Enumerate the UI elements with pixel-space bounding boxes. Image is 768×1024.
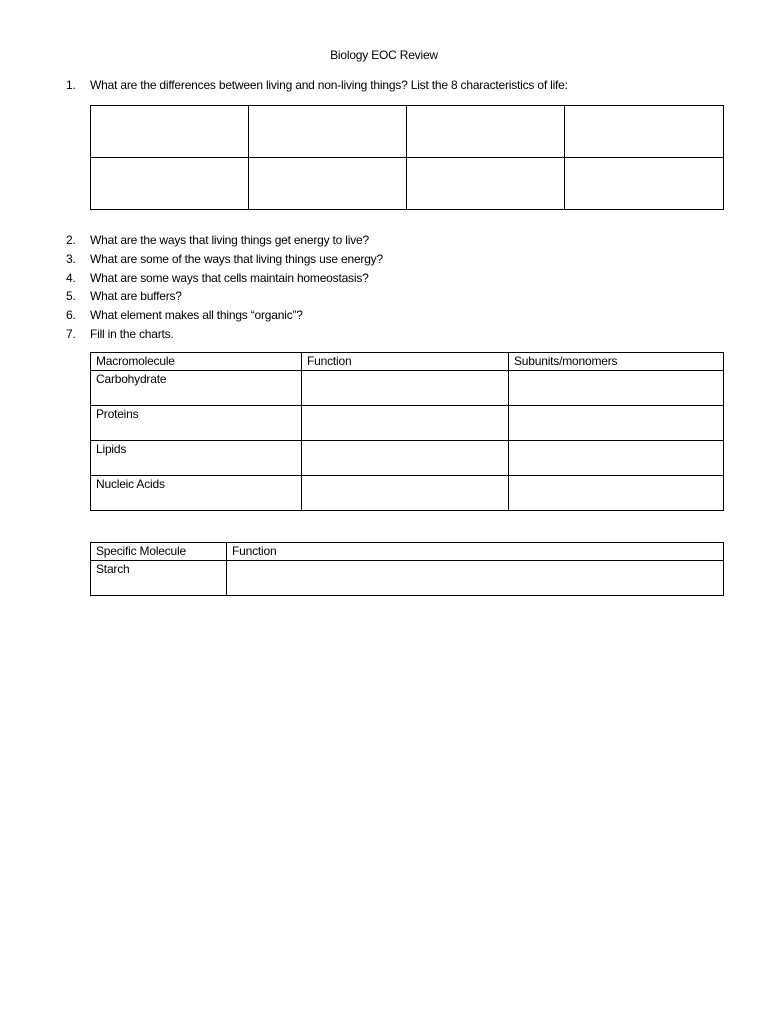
table-row (91, 371, 724, 406)
macromolecule-table (90, 352, 724, 511)
question-text: Fill in the charts. (90, 326, 174, 341)
question-number: 5. (66, 289, 76, 304)
answer-cell[interactable] (302, 441, 509, 476)
question-number: 1. (66, 78, 76, 92)
column-header: Function (302, 353, 509, 371)
row-label: Carbohydrate (91, 371, 302, 406)
question-7 (66, 325, 383, 344)
question-number: 4. (66, 270, 76, 285)
table-header-row (91, 543, 724, 561)
answer-cell[interactable] (302, 406, 509, 441)
row-label: Starch (91, 561, 227, 596)
answer-cell[interactable] (509, 371, 724, 406)
answer-cell[interactable] (302, 476, 509, 511)
question-5 (66, 287, 383, 306)
question-3 (66, 250, 383, 269)
answer-cell[interactable] (509, 406, 724, 441)
answer-cell[interactable] (302, 371, 509, 406)
page-title: Biology EOC Review (330, 48, 438, 62)
table-row (91, 441, 724, 476)
table-row (91, 561, 724, 596)
table-header-row (91, 353, 724, 371)
question-6 (66, 306, 383, 325)
row-label: Proteins (91, 406, 302, 441)
question-text: What are the ways that living things get energy to live? (90, 233, 369, 247)
answer-cell[interactable] (509, 476, 724, 511)
specific-molecule-table (90, 542, 724, 596)
question-number: 3. (66, 251, 76, 266)
question-2 (66, 231, 383, 250)
table-row (91, 158, 724, 210)
column-header: Subunits/monomers (509, 353, 724, 371)
question-text: What are some of the ways that living things use energy? (90, 251, 383, 266)
column-header: Macromolecule (91, 353, 302, 371)
question-text: What are some ways that cells maintain homeostasis? (90, 270, 369, 285)
answer-cell[interactable] (407, 158, 565, 210)
question-text: What are buffers? (90, 289, 182, 304)
question-1 (66, 78, 568, 92)
question-text: What are the differences between living and non-living things? List the 8 characteristics of life: (90, 78, 568, 92)
table-row (91, 106, 724, 158)
row-label: Nucleic Acids (91, 476, 302, 511)
question-number: 6. (66, 308, 76, 323)
answer-cell[interactable] (91, 106, 249, 158)
answer-cell[interactable] (91, 158, 249, 210)
row-label: Lipids (91, 441, 302, 476)
question-text: What element makes all things “organic”? (90, 308, 303, 323)
answer-cell[interactable] (565, 106, 724, 158)
question-number: 2. (66, 233, 76, 247)
answer-cell[interactable] (249, 158, 407, 210)
question-4 (66, 269, 383, 288)
table-row (91, 406, 724, 441)
answer-cell[interactable] (509, 441, 724, 476)
question-list (66, 231, 383, 344)
question-number: 7. (66, 326, 76, 341)
answer-cell[interactable] (249, 106, 407, 158)
table-row (91, 476, 724, 511)
answer-cell[interactable] (565, 158, 724, 210)
answer-cell[interactable] (407, 106, 565, 158)
column-header: Specific Molecule (91, 543, 227, 561)
characteristics-of-life-table (90, 105, 724, 210)
answer-cell[interactable] (227, 561, 724, 596)
column-header: Function (227, 543, 724, 561)
